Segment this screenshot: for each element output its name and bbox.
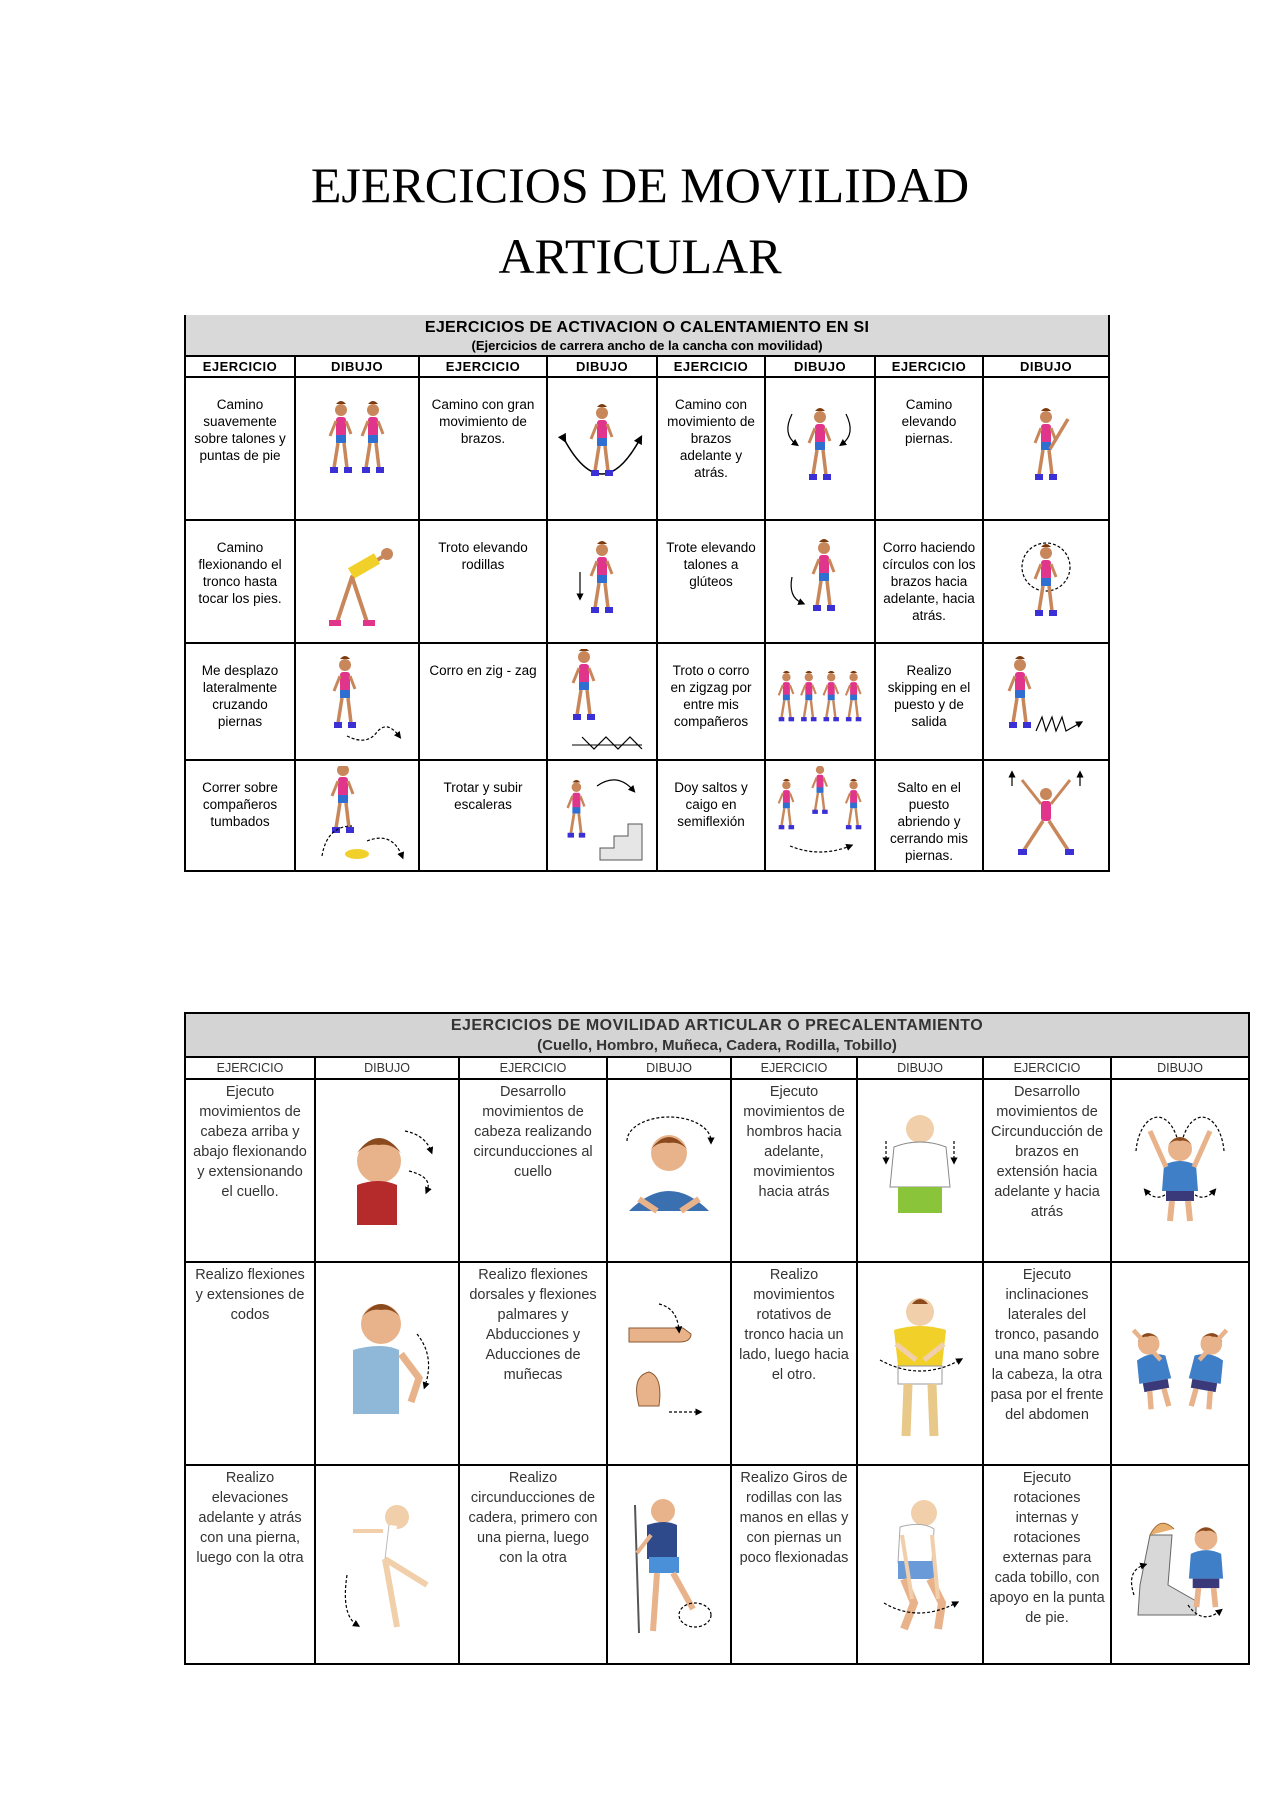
running-arm-circles-illustration bbox=[983, 520, 1109, 643]
column-header-ejercicio: EJERCICIO bbox=[419, 356, 547, 377]
exercise-description: Camino suavemente sobre talones y puntas de pie bbox=[185, 377, 295, 520]
column-header-dibujo: DIBUJO bbox=[607, 1057, 731, 1079]
elbow-flexion-extension-illustration bbox=[315, 1262, 459, 1465]
exercise-description: Camino elevando piernas. bbox=[875, 377, 983, 520]
zig-zag-run-illustration bbox=[547, 643, 657, 760]
joint-mobility-table-header bbox=[185, 1013, 1249, 1057]
table-row bbox=[185, 377, 1109, 520]
exercise-description: Correr sobre compañeros tumbados bbox=[185, 760, 295, 871]
column-header-dibujo: DIBUJO bbox=[315, 1057, 459, 1079]
joint-mobility-table-column-headers bbox=[185, 1057, 1249, 1079]
table-row bbox=[185, 520, 1109, 643]
column-header-dibujo: DIBUJO bbox=[983, 356, 1109, 377]
column-header-dibujo: DIBUJO bbox=[295, 356, 419, 377]
table-row bbox=[185, 1079, 1249, 1262]
hip-circumduction-illustration bbox=[607, 1465, 731, 1664]
exercise-description: Realizo movimientos rotativos de tronco hacia un lado, luego hacia el otro. bbox=[731, 1262, 857, 1465]
leg-raises-illustration bbox=[315, 1465, 459, 1664]
exercise-description: Realizo flexiones dorsales y flexiones palmares y Abducciones y Aducciones de muñecas bbox=[459, 1262, 607, 1465]
shoulder-movements-illustration bbox=[857, 1079, 983, 1262]
exercise-description: Realizo circunducciones de cadera, primero con una pierna, luego con la otra bbox=[459, 1465, 607, 1664]
exercise-description: Realizo skipping en el puesto y de salida bbox=[875, 643, 983, 760]
arm-circumduction-illustration bbox=[1111, 1079, 1249, 1262]
exercise-description: Camino con gran movimiento de brazos. bbox=[419, 377, 547, 520]
exercise-description: Ejecuto movimientos de cabeza arriba y abajo flexionando y extensionando el cuello. bbox=[185, 1079, 315, 1262]
warmup-table-subheading: (Ejercicios de carrera ancho de la cancha con movilidad) bbox=[471, 338, 823, 353]
warmup-table bbox=[184, 315, 1110, 872]
column-header-dibujo: DIBUJO bbox=[765, 356, 875, 377]
column-header-ejercicio: EJERCICIO bbox=[731, 1057, 857, 1079]
exercise-description: Troto elevando rodillas bbox=[419, 520, 547, 643]
warmup-table-header bbox=[185, 315, 1109, 356]
page-title-line-2: ARTICULAR bbox=[498, 228, 782, 284]
column-header-dibujo: DIBUJO bbox=[857, 1057, 983, 1079]
column-header-ejercicio: EJERCICIO bbox=[983, 1057, 1111, 1079]
walking-arm-swing-illustration bbox=[547, 377, 657, 520]
jogging-heels-to-glutes-illustration bbox=[765, 520, 875, 643]
trunk-flexion-walk-illustration bbox=[295, 520, 419, 643]
trunk-rotation-illustration bbox=[857, 1262, 983, 1465]
exercise-description: Trote elevando talones a glúteos bbox=[657, 520, 765, 643]
exercise-description: Realizo elevaciones adelante y atrás con una pierna, luego con la otra bbox=[185, 1465, 315, 1664]
exercise-description: Doy saltos y caigo en semiflexión bbox=[657, 760, 765, 871]
walking-high-legs-illustration bbox=[983, 377, 1109, 520]
joint-mobility-table-heading: EJERCICIOS DE MOVILIDAD ARTICULAR O PRECALENTAMIENTO bbox=[450, 1017, 984, 1034]
table-row bbox=[185, 1262, 1249, 1465]
exercise-description: Trotar y subir escaleras bbox=[419, 760, 547, 871]
knee-rotations-illustration bbox=[857, 1465, 983, 1664]
jog-climb-stairs-illustration bbox=[547, 760, 657, 871]
table-row bbox=[185, 643, 1109, 760]
exercise-description: Corro haciendo círculos con los brazos hacia adelante, hacia atrás. bbox=[875, 520, 983, 643]
jogging-high-knees-illustration bbox=[547, 520, 657, 643]
exercise-description: Realizo Giros de rodillas con las manos en ellas y con piernas un poco flexionadas bbox=[731, 1465, 857, 1664]
exercise-description: Ejecuto movimientos de hombros hacia adelante, movimientos hacia atrás bbox=[731, 1079, 857, 1262]
exercise-description: Realizo flexiones y extensiones de codos bbox=[185, 1262, 315, 1465]
ankle-rotations-illustration bbox=[1111, 1465, 1249, 1664]
walking-arms-forward-back-illustration bbox=[765, 377, 875, 520]
column-header-ejercicio: EJERCICIO bbox=[459, 1057, 607, 1079]
joint-mobility-table-subheading: (Cuello, Hombro, Muñeca, Cadera, Rodilla, Tobillo) bbox=[537, 1037, 897, 1054]
jumps-semiflexion-illustration bbox=[765, 760, 875, 871]
exercise-description: Camino con movimiento de brazos adelante y atrás. bbox=[657, 377, 765, 520]
column-header-ejercicio: EJERCICIO bbox=[185, 1057, 315, 1079]
wrist-movements-illustration bbox=[607, 1262, 731, 1465]
column-header-ejercicio: EJERCICIO bbox=[875, 356, 983, 377]
column-header-dibujo: DIBUJO bbox=[1111, 1057, 1249, 1079]
table-row bbox=[185, 1465, 1249, 1664]
jumping-jacks-illustration bbox=[983, 760, 1109, 871]
exercise-description: Desarrollo movimientos de cabeza realizando circunducciones al cuello bbox=[459, 1079, 607, 1262]
joint-mobility-table bbox=[184, 1012, 1250, 1665]
warmup-table-column-headers bbox=[185, 356, 1109, 377]
warmup-table-heading: EJERCICIOS DE ACTIVACION O CALENTAMIENTO EN SI bbox=[424, 319, 870, 336]
lateral-trunk-inclination-illustration bbox=[1111, 1262, 1249, 1465]
page-title-line-1: EJERCICIOS DE MOVILIDAD bbox=[310, 157, 970, 213]
exercise-description: Desarrollo movimientos de Circunducción de brazos en extensión hacia adelante y hacia atrás bbox=[983, 1079, 1111, 1262]
exercise-description: Ejecuto rotaciones internas y rotaciones externas para cada tobillo, con apoyo en la punta de pie. bbox=[983, 1465, 1111, 1664]
column-header-dibujo: DIBUJO bbox=[547, 356, 657, 377]
head-flexion-extension-illustration bbox=[315, 1079, 459, 1262]
exercise-description: Corro en zig - zag bbox=[419, 643, 547, 760]
lateral-crossover-illustration bbox=[295, 643, 419, 760]
jumping-over-partners-illustration bbox=[295, 760, 419, 871]
table-row bbox=[185, 760, 1109, 871]
exercise-description: Salto en el puesto abriendo y cerrando mis piernas. bbox=[875, 760, 983, 871]
exercise-description: Me desplazo lateralmente cruzando piernas bbox=[185, 643, 295, 760]
zig-zag-between-partners-illustration bbox=[765, 643, 875, 760]
neck-circumduction-illustration bbox=[607, 1079, 731, 1262]
exercise-description: Ejecuto inclinaciones laterales del tronco, pasando una mano sobre la cabeza, la otra pasa por el frente del abdomen bbox=[983, 1262, 1111, 1465]
exercise-description: Camino flexionando el tronco hasta tocar los pies. bbox=[185, 520, 295, 643]
column-header-ejercicio: EJERCICIO bbox=[657, 356, 765, 377]
column-header-ejercicio: EJERCICIO bbox=[185, 356, 295, 377]
skipping-illustration bbox=[983, 643, 1109, 760]
exercise-description: Troto o corro en zigzag por entre mis compañeros bbox=[657, 643, 765, 760]
page-title bbox=[0, 150, 1280, 292]
walking-heels-toes-illustration bbox=[295, 377, 419, 520]
